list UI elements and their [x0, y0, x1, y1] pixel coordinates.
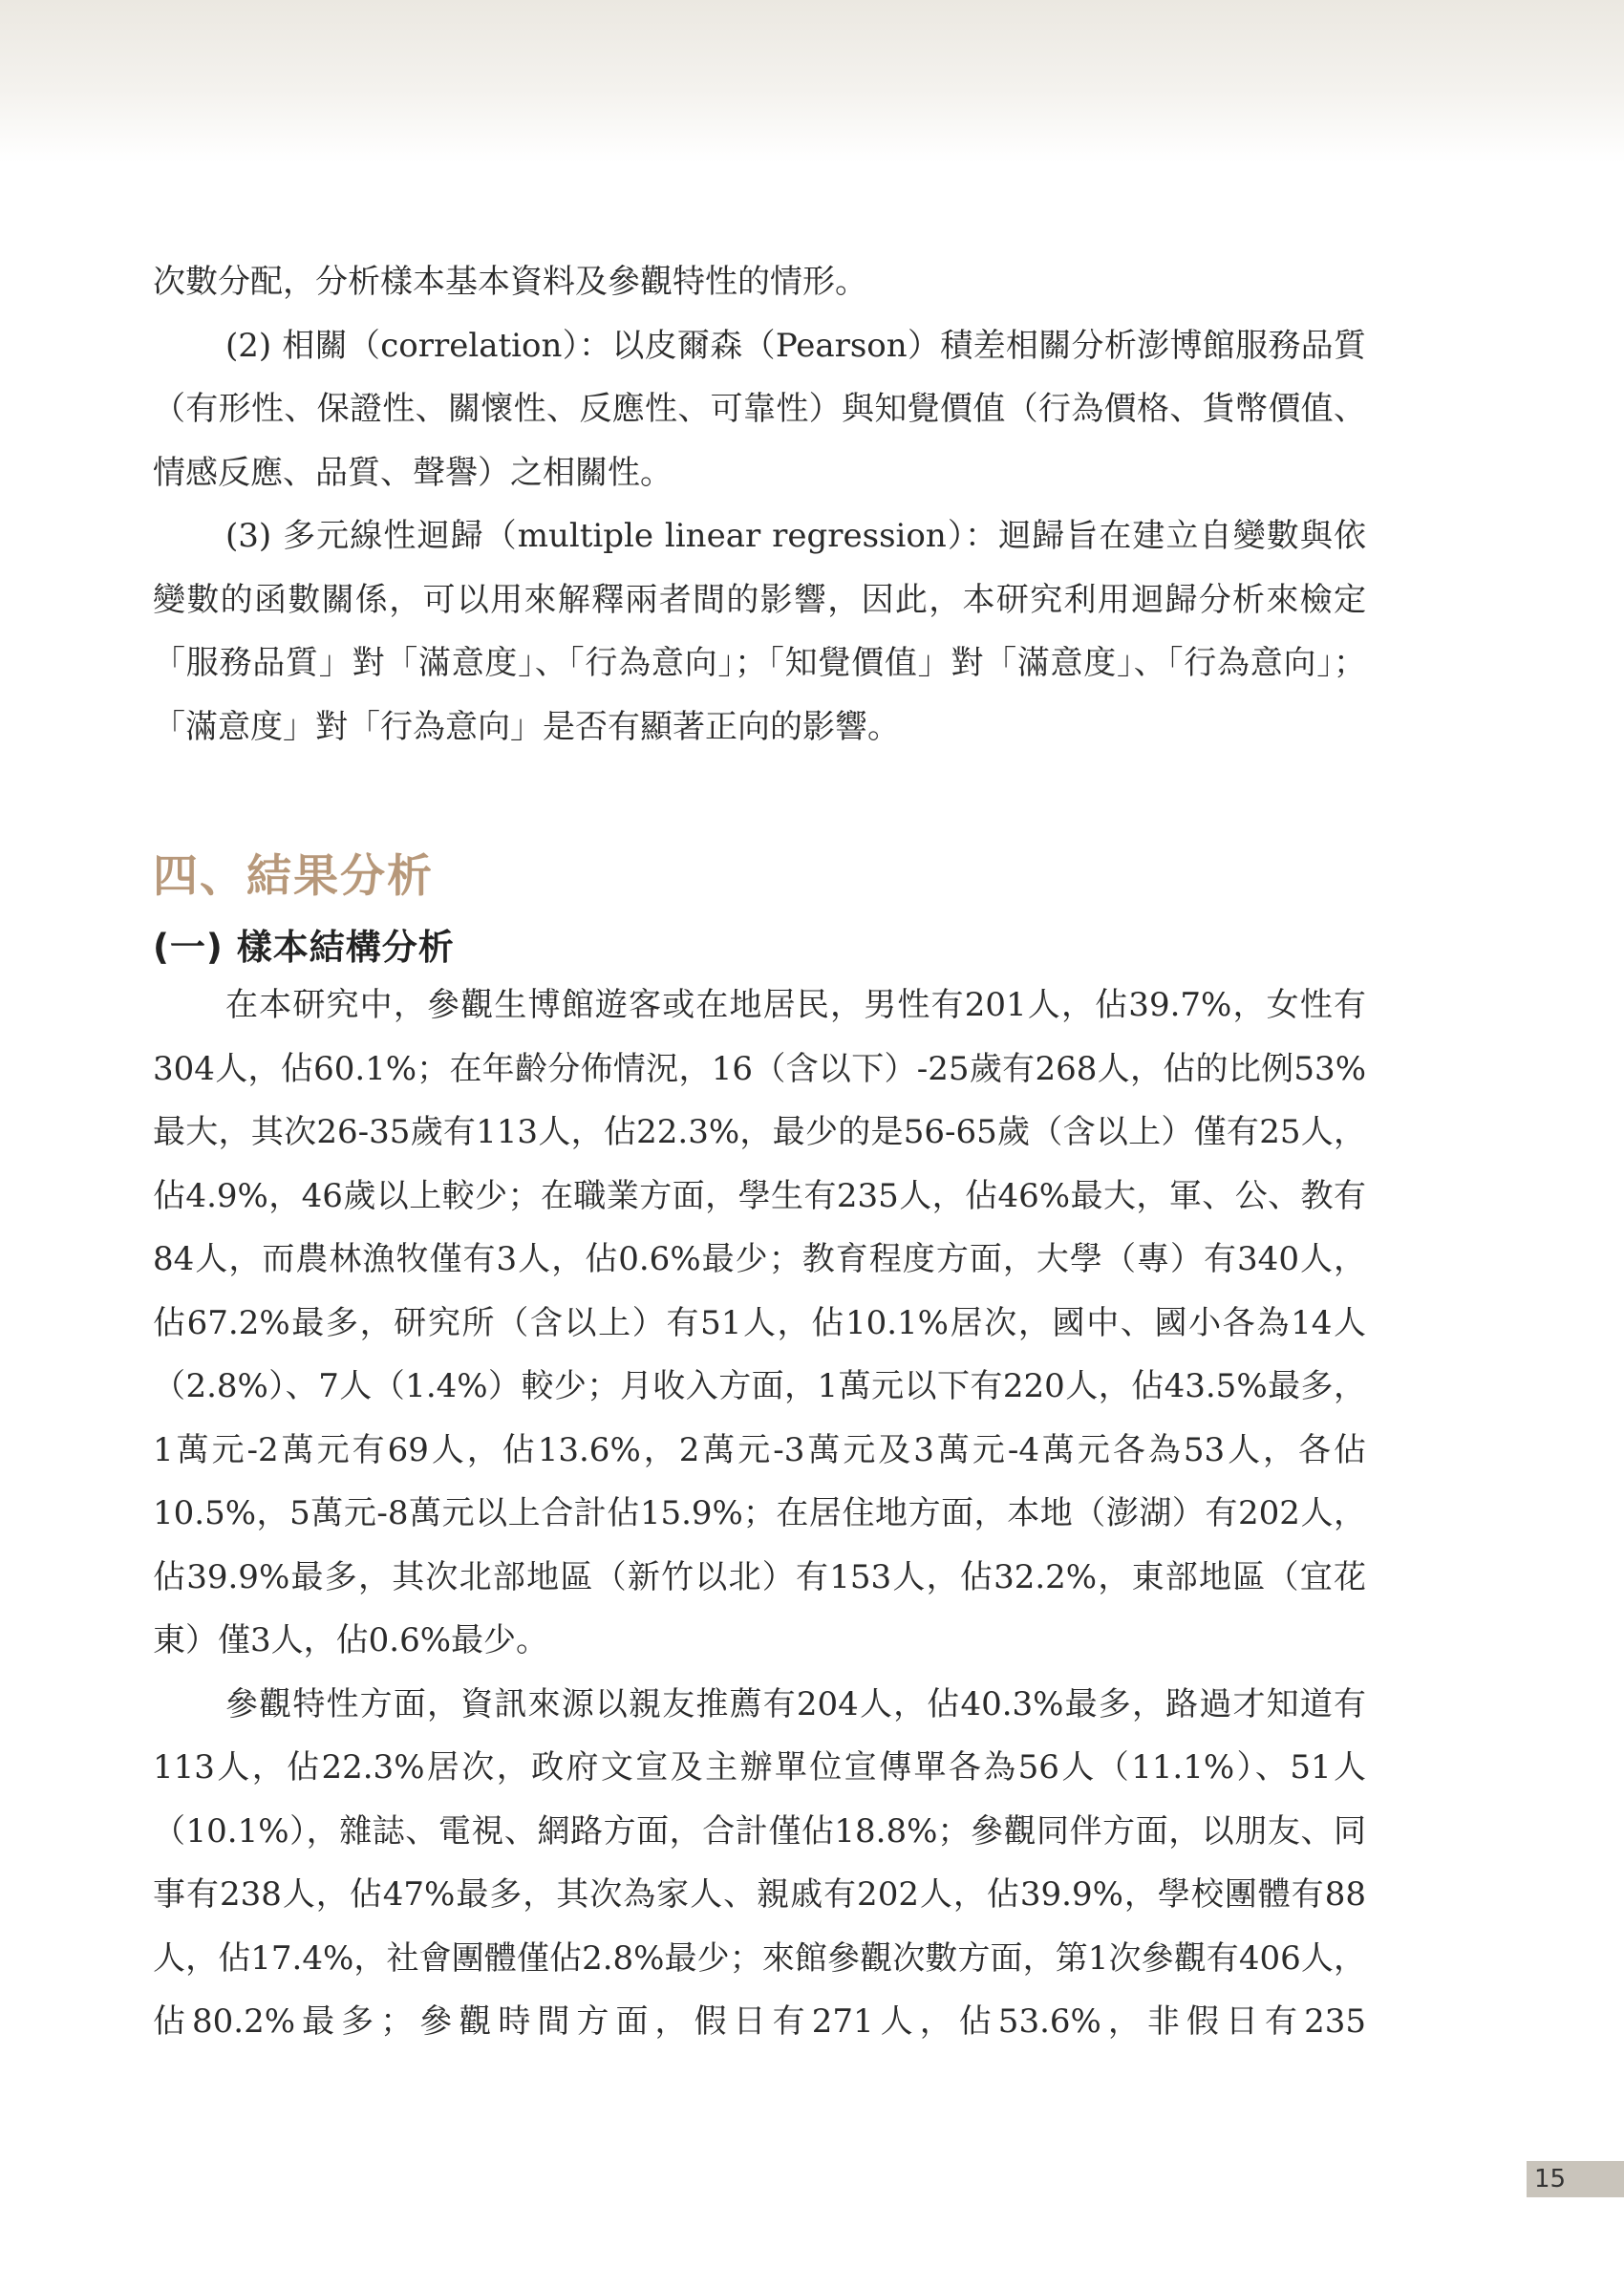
subsection-heading: (一) 樣本結構分析: [153, 927, 455, 968]
page-body: [153, 250, 1366, 2054]
methods-continuation: 次數分配，分析樣本基本資料及參觀特性的情形。: [153, 263, 867, 301]
page-number: 15: [1527, 2161, 1624, 2197]
scan-shading: [0, 0, 1624, 162]
methods-item-correlation: (2) 相關（correlation）：以皮爾森（Pearson）積差相關分析澎博館服務品質（有形性、保證性、關懷性、反應性、可靠性）與知覺價值（行為價格、貨幣價值、情感反應、品質、聲譽）之相關性。: [153, 326, 1366, 492]
visit-characteristics-paragraph: 參觀特性方面，資訊來源以親友推薦有204人，佔40.3%最多，路過才知道有113人，佔22.3%居次，政府文宣及主辦單位宣傳單各為56人（11.1%）、51人（10.1%），雜誌、電視、網路方面，合計僅佔18.8%；參觀同伴方面，以朋友、同事有238人，佔47%最多，其次為家人、親戚有202人，佔39.9%，學校團體有88人，佔17.4%，社會團體僅佔2.8%最少；來館參觀次數方面，第1次參觀有406人，佔80.2%最多；參觀時間方面，假日有271人，佔53.6%，非假日有235: [153, 1684, 1366, 2041]
sample-structure-paragraph: 在本研究中，參觀生博館遊客或在地居民，男性有201人，佔39.7%，女性有304人，佔60.1%；在年齡分佈情況，16（含以下）-25歲有268人，佔的比例53%最大，其次26-35歲有113人，佔22.3%，最少的是56-65歲（含以上）僅有25人，佔4.9%，46歲以上較少；在職業方面，學生有235人，佔46%最大，軍、公、教有84人，而農林漁牧僅有3人，佔0.6%最少；教育程度方面，大學（專）有340人，佔67.2%最多，研究所（含以上）有51人，佔10.1%居次，國中、國小各為14人（2.8%）、7人（1.4%）較少；月收入方面，1萬元以下有220人，佔43.5%最多，1萬元-2萬元有69人，佔13.6%，2萬元-3萬元及3萬元-4萬元各為53人，各佔10.5%，5萬元-8萬元以上合計佔15.9%；在居住地方面，本地（澎湖）有202人，佔39.9%最多，其次北部地區（新竹以北）有153人，佔32.2%，東部地區（宜花東）僅3人，佔0.6%最少。: [153, 986, 1366, 1659]
methods-item-regression: (3) 多元線性迴歸（multiple linear regression）：迴歸旨在建立自變數與依變數的函數關係，可以用來解釋兩者間的影響，因此，本研究利用迴歸分析來檢定「服務品質」對「滿意度」、「行為意向」；「知覺價值」對「滿意度」、「行為意向」；「滿意度」對「行為意向」是否有顯著正向的影響。: [153, 517, 1366, 746]
section-heading: 四、結果分析: [153, 850, 434, 903]
